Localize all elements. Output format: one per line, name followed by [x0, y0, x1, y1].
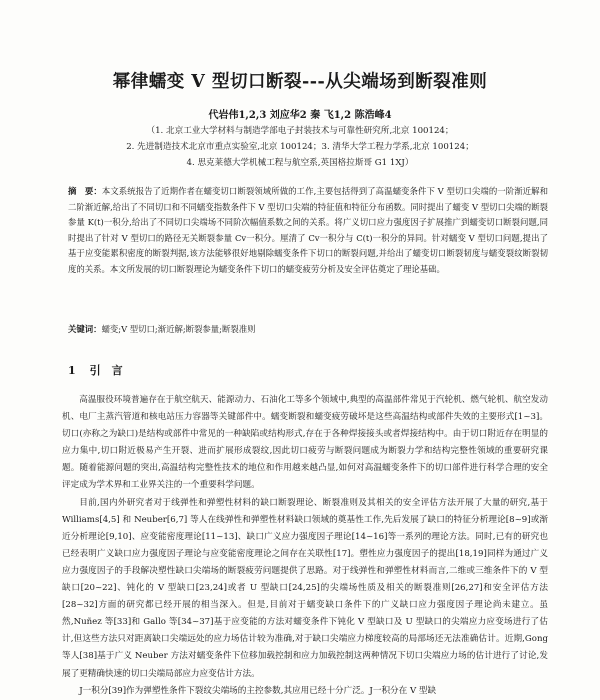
abstract-label: 摘 要： — [68, 186, 102, 196]
body-text — [62, 392, 548, 700]
affiliation-line: 2. 先进制造技术北京市重点实验室,北京 100124；3. 清华大学工程力学系,北京 100124； — [126, 142, 474, 152]
paragraph: 高温服役环境普遍存在于航空航天、能源动力、石油化工等多个领域中,典型的高温部件常见于汽轮机、燃气轮机、航空发动机、电厂主蒸汽管道和核电站压力容器等关键部件中。蠕变断裂和蠕变疲劳破坏是这些高温结构或部件失效的主要形式[1~3]。切口(亦称之为缺口)是结构或部件中常见的一种缺陷或结构形式,存在于各种焊接接头或者焊接结构中。由于切口附近存在明显的应力集中,切口附近极易产生开裂、进而扩展形成裂纹,因此切口疲劳与断裂问题成为断裂力学和结构完整性领域的重要研究课题。随着能源问题的突出,高温结构完整性技术的地位和作用越来越凸显,如何对高温蠕变条件下的切口部件进行科学合理的安全评定成为学术界和工业界关注的一个重要科学问题。 — [62, 395, 548, 491]
affiliation-line: （1. 北京工业大学材料与制造学部电子封装技术与可靠性研究所,北京 100124； — [146, 126, 454, 136]
section-heading — [68, 362, 123, 378]
abstract-text: 本文系统报告了近期作者在蠕变切口断裂领域所做的工作,主要包括得到了高温蠕变条件下 V 型切口尖端的一阶渐近解和二阶渐近解,给出了不同切口和不同蠕变指数条件下 V 型切口尖端的特征值和特征分布函数。同时提出了蠕变 V 型切口尖端的断裂参量 K(t)一积分,给出了不同切口尖端场不同阶次幅值系数之间的关系。将广义切口应力强度因子扩展推广到蠕变切口断裂问题,同时提出了针对 V 型切口的路径无关断裂参量 Cv一积分。厘清了 Cv一积分与 C(t)一积分的异同。针对蠕变 V 型切口问题,提出了基于应变能累积密度的断裂判据,该方法能够很好地剔除蠕变条件下切口的断裂问题,并给出了蠕变切口断裂韧度与蠕变裂纹断裂韧度的关系。本文所发展的切口断裂理论为蠕变条件下切口的蠕变疲劳分析及安全评估奠定了理论基础。 — [68, 186, 548, 274]
paragraph: 目前,国内外研究者对于线弹性和弹塑性材料的缺口断裂理论、断裂准则及其相关的安全评估方法开展了大量的研究,基于 Williams[4,5] 和 Neuber[6,7] 等人在线弹性和弹塑性材料缺口领域的奠基性工作,先后发展了缺口的特征分析理论[8~9]或渐近分析理论[9,10]、应变能密度理论[11~13]、缺口广义应力强度因子理论[14~16]等一系列的理论方法。同时,已有的研究也已经表明广义缺口应力强度因子理论与应变能密度理论之间存在关联性[17]。塑性应力强度因子的提出[18,19]同样为通过广义应力强度因子的手段解决塑性缺口尖端场的断裂疲劳问题提供了思路。对于线弹性和弹塑性材料而言,二维或三维条件下的 V 型缺口[20~22]、钝化的 V 型缺口[23,24]或者 U 型缺口[24,25]的尖端场性质及相关的断裂准则[26,27]和安全评估方法[28~32]方面的研究都已经开展的相当深入。但是,目前对于蠕变缺口条件下的广义缺口应力强度因子理论尚未建立。虽然,Nuñez 等[33]和 Gallo 等[34~37]基于应变能的方法对蠕变条件下钝化 V 型缺口及 U 型缺口的尖端应力应变场进行了估计,但这些方法只对距离缺口尖端远处的应力场估计较为准确,对于缺口尖端应力梯度较高的局部场还无法准确估计。近期,Gong 等人[38]基于广义 Neuber 方法对蠕变条件下位移加载控制和应力加载控制这两种情况下切口尖端应力场的估计进行了讨论,发展了更精确快速的切口尖端局部应力应变估计方法。 — [62, 497, 548, 679]
section-number: 1 — [68, 364, 76, 377]
affiliation-line: 4. 思克莱德大学机械工程与航空系,英国格拉斯哥 G1 1XJ） — [186, 158, 414, 168]
abstract — [68, 184, 548, 278]
paper-title: 幂律蠕变 V 型切口断裂---从尖端场到断裂准则 — [112, 72, 488, 92]
keywords-label: 关键词： — [68, 324, 102, 334]
section-title: 引 言 — [89, 364, 123, 377]
paragraph: J一积分[39]作为弹塑性条件下裂纹尖端场的主控参数,其应用已经十分广泛。J一积分在 V 型缺 — [79, 685, 437, 696]
keywords-text: 蠕变;V 型切口;渐近解;断裂参量;断裂准则 — [101, 324, 256, 334]
keywords — [68, 323, 548, 335]
author-list: 代岩伟1,2,3 刘应华2 秦 飞1,2 陈浩峰4 — [208, 110, 392, 121]
